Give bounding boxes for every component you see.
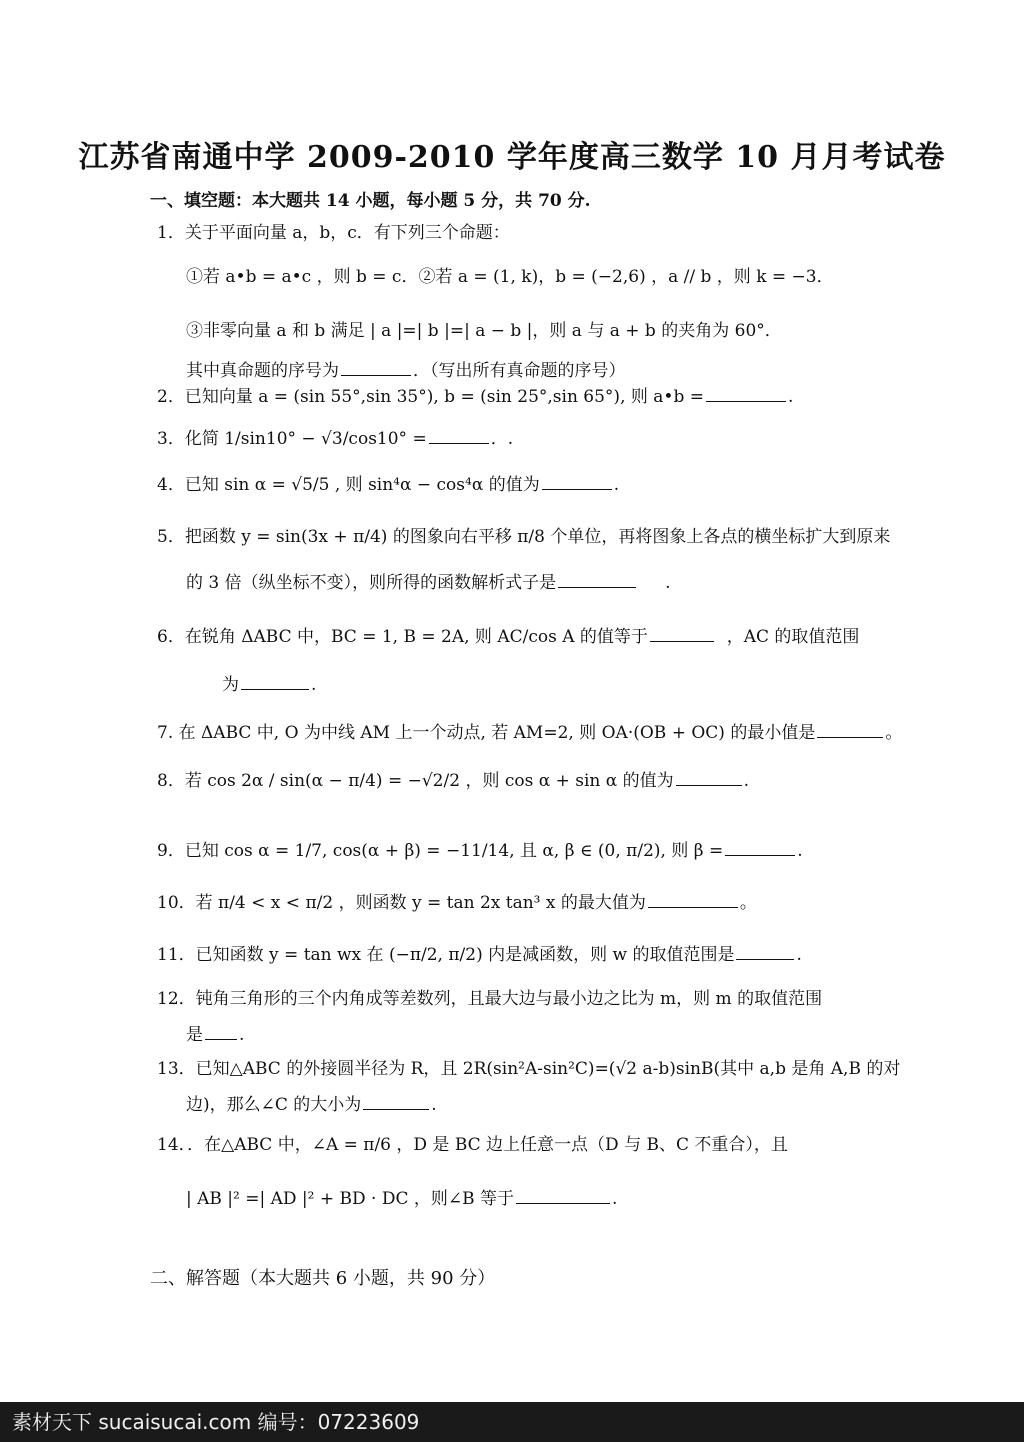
question-1-prompt: 其中真命题的序号为 — [186, 361, 339, 381]
question-3-text: 3．化简 1/sin10° − √3/cos10° = — [157, 429, 427, 449]
question-11-end: . — [796, 945, 802, 965]
question-10-end: 。 — [739, 893, 757, 913]
answer-blank[interactable] — [676, 784, 742, 786]
question-14-line-2 — [186, 1184, 617, 1209]
question-5-line-1: 5．把函数 y = sin(3x + π/4) 的图象向右平移 π/8 个单位，再将图象上各点的横坐标扩大到原来 — [157, 527, 891, 547]
question-4-end: . — [613, 475, 620, 495]
answer-blank[interactable] — [542, 488, 612, 490]
question-13-text: 边)，那么∠C 的大小为 — [186, 1095, 362, 1115]
question-2-text: 2．已知向量 a = (sin 55°,sin 35°), b = (sin 25°,sin 65°), 则 a•b = — [157, 387, 704, 407]
question-6-text: 6．在锐角 ΔABC 中，BC = 1, B = 2A, 则 AC/cos A 的值等于 — [157, 627, 648, 647]
question-8 — [157, 766, 749, 791]
answer-blank[interactable] — [205, 1038, 237, 1040]
question-1-stem: 1．关于平面向量 a，b，c．有下列三个命题： — [157, 223, 510, 243]
question-7-end: 。 — [885, 723, 903, 743]
question-6-prefix: 为 — [222, 675, 239, 695]
question-14-text: | AB |² =| AD |² + BD · DC ，则∠B 等于 — [186, 1189, 515, 1209]
question-6-line-2 — [222, 670, 316, 695]
answer-blank[interactable] — [516, 1202, 610, 1204]
watermark-banner: 素材天下 sucaisucai.com 编号：07223609 — [0, 1402, 1024, 1442]
question-13-line-1: 13．已知△ABC 的外接圆半径为 R，且 2R(sin²A-sin²C)=(√2 a-b)sinB(其中 a,b 是角 A,B 的对 — [157, 1059, 901, 1079]
answer-blank[interactable] — [817, 736, 883, 738]
question-2-end: . — [787, 387, 794, 407]
answer-blank[interactable] — [736, 958, 794, 960]
question-7 — [157, 718, 902, 743]
question-8-end: . — [743, 771, 750, 791]
question-8-text: 8．若 cos 2α / sin(α − π/4) = −√2/2 ，则 cos α + sin α 的值为 — [157, 771, 674, 791]
question-14-end: . — [612, 1189, 618, 1209]
answer-blank[interactable] — [429, 442, 489, 444]
answer-blank[interactable] — [706, 400, 786, 402]
section-solve-heading: 二、解答题（本大题共 6 小题，共 90 分） — [150, 1268, 496, 1289]
page-title: 江苏省南通中学 2009-2010 学年度高三数学 10 月月考试卷 — [78, 140, 946, 175]
question-2 — [157, 382, 793, 407]
question-5-text: 的 3 倍（纵坐标不变），则所得的函数解析式子是 — [186, 573, 557, 593]
question-12-prefix: 是 — [186, 1025, 203, 1045]
question-10 — [157, 888, 757, 913]
question-7-text: 7. 在 ΔABC 中, O 为中线 AM 上一个动点, 若 AM=2, 则 OA·(OB + OC) 的最小值是 — [157, 723, 816, 743]
question-6-end: . — [311, 675, 317, 695]
answer-blank[interactable] — [341, 374, 411, 376]
question-1-proposition-3: ③非零向量 a 和 b 满足 | a |=| b |=| a − b |，则 a 与 a + b 的夹角为 60°． — [186, 321, 782, 341]
question-9-end: . — [797, 841, 803, 861]
question-1-proposition-1-2: ①若 a•b = a•c ，则 b = c．②若 a = (1, k)，b = (−2,6) ，a // b ，则 k = −3． — [186, 267, 834, 287]
answer-blank[interactable] — [648, 906, 738, 908]
question-1-note: ．（写出所有真命题的序号） — [413, 361, 626, 381]
section-fill-in-heading: 一、填空题：本大题共 14 小题，每小题 5 分，共 70 分. — [150, 191, 591, 211]
question-14-line-1: 14．．在△ABC 中，∠A = π/6 ，D 是 BC 边上任意一点（D 与 B、C 不重合），且 — [157, 1135, 788, 1155]
question-12-end: . — [239, 1025, 245, 1045]
question-10-text: 10．若 π/4 < x < π/2 ，则函数 y = tan 2x tan³ x 的最大值为 — [157, 893, 646, 913]
answer-blank[interactable] — [363, 1108, 429, 1110]
question-3 — [157, 424, 513, 449]
question-13-end: . — [431, 1095, 437, 1115]
question-11 — [157, 940, 802, 965]
question-9 — [157, 836, 803, 861]
question-12-line-2 — [186, 1020, 244, 1045]
answer-blank[interactable] — [558, 586, 636, 588]
question-3-end: ．. — [490, 429, 514, 449]
question-6-line-1 — [157, 622, 859, 647]
question-5-end: . — [665, 573, 671, 593]
question-12-line-1: 12．钝角三角形的三个内角成等差数列，且最大边与最小边之比为 m，则 m 的取值范围 — [157, 989, 823, 1009]
answer-blank[interactable] — [650, 640, 714, 642]
question-1-answer-line — [186, 356, 626, 381]
question-9-text: 9．已知 cos α = 1/7, cos(α + β) = −11/14, 且 α, β ∈ (0, π/2), 则 β = — [157, 841, 724, 861]
answer-blank[interactable] — [725, 854, 795, 856]
question-5-line-2 — [186, 568, 671, 593]
question-6-text-2: ，AC 的取值范围 — [726, 627, 860, 647]
question-13-line-2 — [186, 1090, 437, 1115]
question-4 — [157, 470, 619, 495]
question-4-text: 4．已知 sin α = √5/5 , 则 sin⁴α − cos⁴α 的值为 — [157, 475, 540, 495]
question-11-text: 11．已知函数 y = tan wx 在 (−π/2, π/2) 内是减函数，则 w 的取值范围是 — [157, 945, 735, 965]
answer-blank[interactable] — [241, 688, 309, 690]
